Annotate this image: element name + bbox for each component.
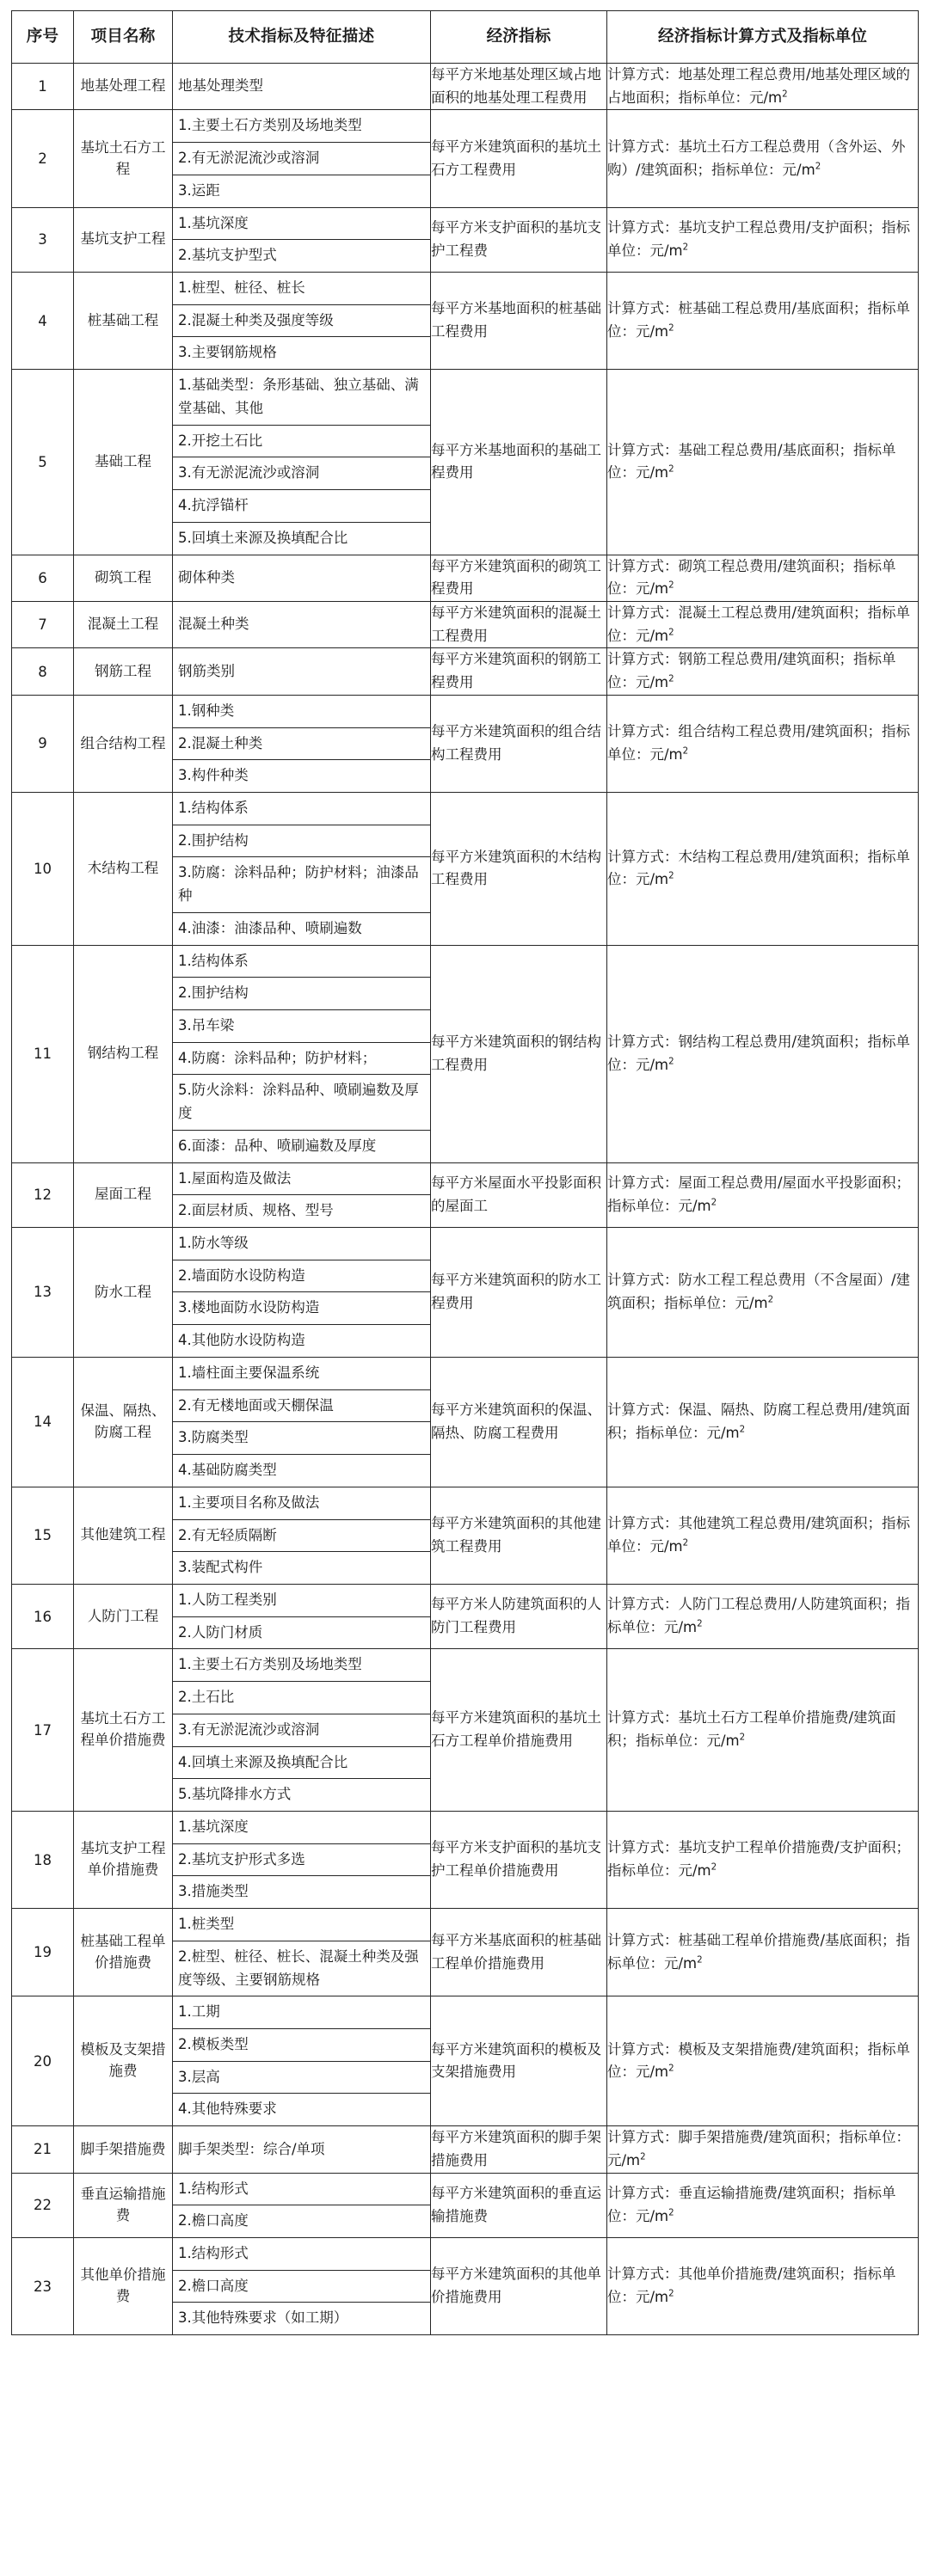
- technical-subitem: 2.基坑支护形式多选: [173, 1843, 430, 1876]
- cell-calculation-method: 计算方式：混凝土工程总费用/建筑面积；指标单位：元$/m^2$: [607, 601, 919, 647]
- cell-seq: 20: [12, 1996, 74, 2126]
- table-row: [12, 207, 919, 272]
- table-row: [12, 2238, 919, 2335]
- cell-project-name: 桩基础工程单价措施费: [74, 1909, 173, 1996]
- cell-technical-description: [173, 695, 431, 792]
- technical-subitem: 2.模板类型: [173, 2029, 430, 2062]
- cell-economic-index: 每平方米基地面积的基础工程费用: [431, 370, 607, 555]
- cell-calculation-method: 计算方式：其他建筑工程总费用/建筑面积；指标单位：元$/m^2$: [607, 1487, 919, 1584]
- technical-subitem: 1.结构体系: [173, 793, 430, 825]
- technical-economic-index-table: [11, 10, 919, 2335]
- cell-technical-description: [173, 370, 431, 555]
- cell-economic-index: 每平方米建筑面积的混凝土工程费用: [431, 601, 607, 647]
- cell-technical-description: 地基处理类型: [173, 64, 431, 110]
- table-row: [12, 601, 919, 647]
- cell-technical-description: [173, 2238, 431, 2335]
- table-row: [12, 792, 919, 945]
- cell-economic-index: 每平方米建筑面积的脚手架措施费用: [431, 2126, 607, 2173]
- table-row: [12, 64, 919, 110]
- technical-subitem: 1.主要项目名称及做法: [173, 1487, 430, 1519]
- technical-subitem-list: [173, 1909, 430, 1996]
- technical-subitem-row: [173, 1292, 430, 1325]
- technical-subitem: 1.桩类型: [173, 1909, 430, 1941]
- table-row: [12, 1996, 919, 2126]
- cell-economic-index: 每平方米地基处理区域占地面积的地基处理工程费用: [431, 64, 607, 110]
- cell-project-name: 其他单价措施费: [74, 2238, 173, 2335]
- cell-technical-description: [173, 2173, 431, 2237]
- cell-project-name: 组合结构工程: [74, 695, 173, 792]
- technical-subitem-row: [173, 273, 430, 304]
- table-row: [12, 273, 919, 370]
- table-row: [12, 2173, 919, 2237]
- cell-calculation-method: 计算方式：组合结构工程总费用/建筑面积；指标单位：元$/m^2$: [607, 695, 919, 792]
- cell-project-name: 模板及支架措施费: [74, 1996, 173, 2126]
- technical-subitem-row: [173, 304, 430, 337]
- cell-seq: 8: [12, 648, 74, 695]
- header-row: [12, 11, 919, 64]
- cell-seq: 21: [12, 2126, 74, 2173]
- cell-project-name: 其他建筑工程: [74, 1487, 173, 1584]
- technical-subitem-row: [173, 1389, 430, 1422]
- cell-calculation-method: 计算方式：保温、隔热、防腐工程总费用/建筑面积；指标单位：元$/m^2$: [607, 1357, 919, 1487]
- cell-economic-index: 每平方米建筑面积的其他建筑工程费用: [431, 1487, 607, 1584]
- cell-calculation-method: 计算方式：钢结构工程总费用/建筑面积；指标单位：元$/m^2$: [607, 945, 919, 1162]
- cell-seq: 14: [12, 1357, 74, 1487]
- cell-economic-index: 每平方米建筑面积的垂直运输措施费: [431, 2173, 607, 2237]
- cell-seq: 1: [12, 64, 74, 110]
- technical-subitem-list: [173, 370, 430, 554]
- technical-subitem-list: [173, 2238, 430, 2334]
- cell-project-name: 钢筋工程: [74, 648, 173, 695]
- technical-subitem: 4.回填土来源及换填配合比: [173, 1746, 430, 1779]
- technical-subitem: 1.主要土石方类别及场地类型: [173, 1649, 430, 1681]
- cell-seq: 17: [12, 1649, 74, 1812]
- technical-subitem: 5.基坑降排水方式: [178, 1786, 292, 1803]
- cell-project-name: 垂直运输措施费: [74, 2173, 173, 2237]
- cell-calculation-method: 计算方式：其他单价措施费/建筑面积；指标单位：元$/m^2$: [607, 2238, 919, 2335]
- cell-project-name: 桩基础工程: [74, 273, 173, 370]
- cell-calculation-method: 计算方式：基坑支护工程总费用/支护面积；指标单位：元$/m^2$: [607, 207, 919, 272]
- column-header-calc: 经济指标计算方式及指标单位: [607, 11, 919, 64]
- cell-seq: 18: [12, 1811, 74, 1908]
- technical-subitem: 2.有无淤泥流沙或溶洞: [173, 143, 430, 175]
- technical-subitem-list: [173, 696, 430, 792]
- technical-subitem: 3.装配式构件: [178, 1559, 263, 1576]
- cell-technical-description: [173, 273, 431, 370]
- technical-subitem: 1.基坑深度: [173, 208, 430, 240]
- cell-technical-description: [173, 1487, 431, 1584]
- technical-subitem-list: [173, 1649, 430, 1811]
- cell-economic-index: 每平方米屋面水平投影面积的屋面工: [431, 1162, 607, 1227]
- cell-project-name: 砌筑工程: [74, 555, 173, 601]
- technical-subitem: 3.有无淤泥流沙或溶洞: [173, 1714, 430, 1746]
- technical-subitem-row: [173, 2303, 430, 2334]
- cell-seq: 23: [12, 2238, 74, 2335]
- cell-project-name: 脚手架措施费: [74, 2126, 173, 2173]
- technical-subitem-list: [173, 2174, 430, 2237]
- cell-technical-description: [173, 1811, 431, 1908]
- technical-subitem-row: [173, 1519, 430, 1552]
- cell-technical-description: [173, 1228, 431, 1358]
- technical-subitem: 1.主要土石方类别及场地类型: [173, 110, 430, 142]
- cell-economic-index: 每平方米基底面积的桩基础工程单价措施费用: [431, 1909, 607, 1996]
- cell-seq: 11: [12, 945, 74, 1162]
- cell-seq: 19: [12, 1909, 74, 1996]
- technical-subitem-row: [173, 1455, 430, 1487]
- technical-subitem: 2.桩型、桩径、桩长、混凝土种类及强度等级、主要钢筋规格: [178, 1947, 419, 1988]
- technical-subitem: 4.油漆：油漆品种、喷刷遍数: [178, 919, 362, 936]
- cell-calculation-method: 计算方式：基坑土石方工程总费用（含外运、外购）/建筑面积；指标单位：元$/m^2$: [607, 110, 919, 207]
- technical-subitem-row: [173, 1996, 430, 2028]
- technical-subitem-list: [173, 946, 430, 1162]
- technical-subitem-row: [173, 1714, 430, 1746]
- technical-subitem-row: [173, 1195, 430, 1227]
- cell-technical-description: [173, 1649, 431, 1812]
- technical-subitem: 6.面漆：品种、喷刷遍数及厚度: [178, 1137, 377, 1154]
- table-row: [12, 1909, 919, 1996]
- table-row: [12, 1584, 919, 1648]
- technical-subitem: 2.开挖土石比: [173, 425, 430, 457]
- technical-subitem: 3.构件种类: [178, 767, 249, 784]
- technical-subitem-list: [173, 1228, 430, 1357]
- cell-project-name: 钢结构工程: [74, 945, 173, 1162]
- cell-seq: 15: [12, 1487, 74, 1584]
- cell-calculation-method: 计算方式：防水工程工程总费用（不含屋面）/建筑面积；指标单位：元$/m^2$: [607, 1228, 919, 1358]
- technical-subitem-row: [173, 696, 430, 727]
- technical-subitem-list: [173, 1358, 430, 1487]
- technical-subitem: 2.混凝土种类及强度等级: [173, 304, 430, 337]
- cell-calculation-method: 计算方式：垂直运输措施费/建筑面积；指标单位：元$/m^2$: [607, 2173, 919, 2237]
- cell-project-name: 基坑土石方工程: [74, 110, 173, 207]
- cell-economic-index: 每平方米人防建筑面积的人防门工程费用: [431, 1584, 607, 1648]
- technical-subitem-row: [173, 1812, 430, 1843]
- cell-seq: 16: [12, 1584, 74, 1648]
- cell-economic-index: 每平方米建筑面积的防水工程费用: [431, 1228, 607, 1358]
- cell-seq: 12: [12, 1162, 74, 1227]
- technical-subitem: 4.抗浮锚杆: [173, 490, 430, 523]
- technical-subitem: 4.其他防水设防构造: [178, 1332, 305, 1349]
- technical-subitem-row: [173, 490, 430, 523]
- technical-subitem: 1.基础类型：条形基础、独立基础、满堂基础、其他: [173, 370, 430, 425]
- technical-subitem: 1.屋面构造及做法: [173, 1163, 430, 1195]
- column-header-tech: 技术指标及特征描述: [173, 11, 431, 64]
- technical-subitem-row: [173, 946, 430, 978]
- cell-seq: 2: [12, 110, 74, 207]
- cell-calculation-method: 计算方式：基坑土石方工程单价措施费/建筑面积；指标单位：元$/m^2$: [607, 1649, 919, 1812]
- technical-subitem-row: [173, 2029, 430, 2062]
- technical-subitem-row: [173, 1585, 430, 1616]
- technical-subitem-row: [173, 1325, 430, 1357]
- table-body: [12, 64, 919, 2335]
- technical-subitem: 2.混凝土种类: [173, 727, 430, 760]
- cell-calculation-method: 计算方式：桩基础工程总费用/基底面积；指标单位：元$/m^2$: [607, 273, 919, 370]
- cell-project-name: 防水工程: [74, 1228, 173, 1358]
- cell-economic-index: 每平方米建筑面积的木结构工程费用: [431, 792, 607, 945]
- cell-calculation-method: 计算方式：人防门工程总费用/人防建筑面积；指标单位：元$/m^2$: [607, 1584, 919, 1648]
- table-row: [12, 1811, 919, 1908]
- technical-subitem-list: [173, 208, 430, 272]
- cell-calculation-method: 计算方式：砌筑工程总费用/建筑面积；指标单位：元$/m^2$: [607, 555, 919, 601]
- technical-subitem-row: [173, 240, 430, 272]
- table-row: [12, 1487, 919, 1584]
- cell-economic-index: 每平方米建筑面积的保温、隔热、防腐工程费用: [431, 1357, 607, 1487]
- technical-subitem: 1.工期: [173, 1996, 430, 2028]
- cell-technical-description: [173, 945, 431, 1162]
- cell-seq: 9: [12, 695, 74, 792]
- cell-calculation-method: 计算方式：基础工程总费用/基底面积；指标单位：元$/m^2$: [607, 370, 919, 555]
- technical-subitem-row: [173, 1941, 430, 1996]
- technical-subitem-row: [173, 2205, 430, 2237]
- technical-subitem-row: [173, 825, 430, 857]
- cell-project-name: 地基处理工程: [74, 64, 173, 110]
- technical-subitem: 2.围护结构: [173, 978, 430, 1010]
- technical-subitem-row: [173, 1163, 430, 1195]
- table-row: [12, 555, 919, 601]
- technical-subitem: 4.基础防腐类型: [178, 1462, 277, 1479]
- technical-subitem: 2.围护结构: [173, 825, 430, 857]
- technical-subitem-row: [173, 522, 430, 554]
- cell-technical-description: [173, 1909, 431, 1996]
- cell-calculation-method: 计算方式：基坑支护工程单价措施费/支护面积；指标单位：元$/m^2$: [607, 1811, 919, 1908]
- technical-subitem-row: [173, 370, 430, 425]
- cell-seq: 13: [12, 1228, 74, 1358]
- technical-subitem-list: [173, 1487, 430, 1584]
- table-row: [12, 1649, 919, 1812]
- technical-subitem: 5.防火涂料：涂料品种、喷刷遍数及厚度: [173, 1075, 430, 1130]
- table-row: [12, 1162, 919, 1227]
- table-row: [12, 648, 919, 695]
- technical-subitem: 1.墙柱面主要保温系统: [173, 1358, 430, 1389]
- cell-technical-description: 脚手架类型：综合/单项: [173, 2126, 431, 2173]
- column-header-name: 项目名称: [74, 11, 173, 64]
- technical-subitem-row: [173, 1130, 430, 1162]
- technical-subitem-row: [173, 857, 430, 912]
- cell-project-name: 基坑土石方工程单价措施费: [74, 1649, 173, 1812]
- technical-subitem-list: [173, 1585, 430, 1648]
- technical-subitem-row: [173, 1552, 430, 1584]
- technical-subitem: 3.措施类型: [178, 1883, 249, 1900]
- cell-economic-index: 每平方米建筑面积的组合结构工程费用: [431, 695, 607, 792]
- technical-subitem: 2.墙面防水设防构造: [173, 1260, 430, 1292]
- table-header: [12, 11, 919, 64]
- technical-subitem-list: [173, 1812, 430, 1908]
- column-header-econ: 经济指标: [431, 11, 607, 64]
- cell-project-name: 混凝土工程: [74, 601, 173, 647]
- technical-subitem-row: [173, 2238, 430, 2270]
- technical-subitem: 3.吊车梁: [173, 1010, 430, 1043]
- cell-project-name: 基础工程: [74, 370, 173, 555]
- column-header-seq: 序号: [12, 11, 74, 64]
- technical-subitem-row: [173, 2174, 430, 2205]
- cell-calculation-method: 计算方式：屋面工程总费用/屋面水平投影面积；指标单位：元$/m^2$: [607, 1162, 919, 1227]
- cell-project-name: 人防门工程: [74, 1584, 173, 1648]
- cell-seq: 4: [12, 273, 74, 370]
- technical-subitem-row: [173, 978, 430, 1010]
- technical-subitem-row: [173, 110, 430, 142]
- technical-subitem-row: [173, 1843, 430, 1876]
- technical-subitem: 3.防腐：涂料品种；防护材料；油漆品种: [173, 857, 430, 912]
- cell-project-name: 屋面工程: [74, 1162, 173, 1227]
- cell-technical-description: [173, 1584, 431, 1648]
- cell-seq: 3: [12, 207, 74, 272]
- technical-subitem-row: [173, 1616, 430, 1648]
- technical-subitem: 3.层高: [173, 2061, 430, 2094]
- technical-subitem-row: [173, 1228, 430, 1260]
- technical-subitem: 1.结构体系: [173, 946, 430, 978]
- technical-subitem: 4.其他特殊要求: [178, 2101, 277, 2118]
- technical-subitem-row: [173, 1075, 430, 1130]
- technical-subitem: 1.基坑深度: [173, 1812, 430, 1843]
- cell-technical-description: 混凝土种类: [173, 601, 431, 647]
- technical-subitem-row: [173, 208, 430, 240]
- cell-seq: 7: [12, 601, 74, 647]
- cell-economic-index: 每平方米建筑面积的基坑土石方工程单价措施费用: [431, 1649, 607, 1812]
- technical-subitem: 2.人防门材质: [178, 1623, 263, 1641]
- technical-subitem: 3.楼地面防水设防构造: [173, 1292, 430, 1325]
- technical-subitem: 1.人防工程类别: [173, 1585, 430, 1616]
- technical-subitem-list: [173, 793, 430, 945]
- cell-project-name: 基坑支护工程单价措施费: [74, 1811, 173, 1908]
- technical-subitem-row: [173, 1042, 430, 1075]
- cell-technical-description: [173, 1162, 431, 1227]
- cell-technical-description: [173, 792, 431, 945]
- cell-economic-index: 每平方米建筑面积的钢筋工程费用: [431, 648, 607, 695]
- cell-project-name: 基坑支护工程: [74, 207, 173, 272]
- cell-calculation-method: 计算方式：桩基础工程单价措施费/基底面积；指标单位：元$/m^2$: [607, 1909, 919, 1996]
- technical-subitem: 2.有无轻质隔断: [173, 1519, 430, 1552]
- table-row: [12, 2126, 919, 2173]
- cell-project-name: 保温、隔热、防腐工程: [74, 1357, 173, 1487]
- cell-technical-description: 钢筋类别: [173, 648, 431, 695]
- technical-subitem-list: [173, 273, 430, 369]
- technical-subitem-row: [173, 1909, 430, 1941]
- cell-economic-index: 每平方米建筑面积的其他单价措施费用: [431, 2238, 607, 2335]
- technical-subitem: 2.檐口高度: [173, 2270, 430, 2303]
- table-row: [12, 370, 919, 555]
- technical-subitem: 2.基坑支护型式: [178, 247, 277, 264]
- technical-subitem-row: [173, 793, 430, 825]
- cell-calculation-method: 计算方式：脚手架措施费/建筑面积；指标单位：元$/m^2$: [607, 2126, 919, 2173]
- cell-seq: 10: [12, 792, 74, 945]
- technical-subitem: 3.防腐类型: [173, 1422, 430, 1455]
- technical-subitem: 1.钢种类: [173, 696, 430, 727]
- table-row: [12, 1228, 919, 1358]
- technical-subitem: 1.结构形式: [173, 2174, 430, 2205]
- technical-subitem-row: [173, 1682, 430, 1714]
- cell-calculation-method: 计算方式：木结构工程总费用/建筑面积；指标单位：元$/m^2$: [607, 792, 919, 945]
- technical-subitem-row: [173, 2270, 430, 2303]
- cell-economic-index: 每平方米基地面积的桩基础工程费用: [431, 273, 607, 370]
- technical-subitem-row: [173, 1260, 430, 1292]
- technical-subitem-row: [173, 1487, 430, 1519]
- technical-subitem-row: [173, 337, 430, 369]
- technical-subitem-row: [173, 2061, 430, 2094]
- technical-subitem: 1.桩型、桩径、桩长: [173, 273, 430, 304]
- cell-calculation-method: 计算方式：模板及支架措施费/建筑面积；指标单位：元$/m^2$: [607, 1996, 919, 2126]
- technical-subitem: 2.土石比: [173, 1682, 430, 1714]
- technical-subitem-row: [173, 457, 430, 490]
- cell-seq: 22: [12, 2173, 74, 2237]
- cell-economic-index: 每平方米支护面积的基坑支护工程单价措施费用: [431, 1811, 607, 1908]
- cell-economic-index: 每平方米支护面积的基坑支护工程费: [431, 207, 607, 272]
- technical-subitem-row: [173, 143, 430, 175]
- table-row: [12, 110, 919, 207]
- cell-technical-description: [173, 110, 431, 207]
- technical-subitem-row: [173, 760, 430, 792]
- technical-subitem: 2.檐口高度: [178, 2212, 249, 2229]
- technical-subitem-row: [173, 1779, 430, 1811]
- technical-subitem: 2.面层材质、规格、型号: [178, 1202, 334, 1219]
- cell-economic-index: 每平方米建筑面积的砌筑工程费用: [431, 555, 607, 601]
- table-row: [12, 1357, 919, 1487]
- cell-technical-description: [173, 207, 431, 272]
- technical-subitem-row: [173, 1010, 430, 1043]
- technical-subitem-list: [173, 1996, 430, 2125]
- technical-subitem: 2.有无楼地面或天棚保温: [173, 1389, 430, 1422]
- cell-seq: 5: [12, 370, 74, 555]
- cell-technical-description: [173, 1357, 431, 1487]
- technical-subitem-row: [173, 1746, 430, 1779]
- cell-technical-description: 砌体种类: [173, 555, 431, 601]
- technical-subitem-row: [173, 175, 430, 206]
- technical-subitem-row: [173, 727, 430, 760]
- cell-economic-index: 每平方米建筑面积的模板及支架措施费用: [431, 1996, 607, 2126]
- technical-subitem-list: [173, 1163, 430, 1227]
- technical-subitem: 3.主要钢筋规格: [178, 344, 277, 361]
- technical-subitem-row: [173, 1422, 430, 1455]
- technical-subitem-row: [173, 2094, 430, 2125]
- cell-calculation-method: 计算方式：钢筋工程总费用/建筑面积；指标单位：元$/m^2$: [607, 648, 919, 695]
- cell-technical-description: [173, 1996, 431, 2126]
- cell-economic-index: 每平方米建筑面积的基坑土石方工程费用: [431, 110, 607, 207]
- technical-subitem-row: [173, 912, 430, 944]
- technical-subitem: 3.运距: [178, 181, 220, 199]
- cell-seq: 6: [12, 555, 74, 601]
- cell-calculation-method: 计算方式：地基处理工程总费用/地基处理区域的占地面积；指标单位：元$/m^2$: [607, 64, 919, 110]
- technical-subitem-row: [173, 1649, 430, 1681]
- technical-subitem-row: [173, 425, 430, 457]
- cell-project-name: 木结构工程: [74, 792, 173, 945]
- technical-subitem: 3.其他特殊要求（如工期）: [178, 2309, 348, 2327]
- technical-subitem: 1.防水等级: [173, 1228, 430, 1260]
- technical-subitem-list: [173, 110, 430, 206]
- technical-subitem: 4.防腐：涂料品种；防护材料；: [173, 1042, 430, 1075]
- table-row: [12, 945, 919, 1162]
- technical-subitem: 3.有无淤泥流沙或溶洞: [173, 457, 430, 490]
- technical-subitem: 5.回填土来源及换填配合比: [178, 529, 348, 546]
- cell-economic-index: 每平方米建筑面积的钢结构工程费用: [431, 945, 607, 1162]
- technical-subitem-row: [173, 1358, 430, 1389]
- technical-subitem-row: [173, 1876, 430, 1908]
- technical-subitem: 1.结构形式: [173, 2238, 430, 2270]
- table-row: [12, 695, 919, 792]
